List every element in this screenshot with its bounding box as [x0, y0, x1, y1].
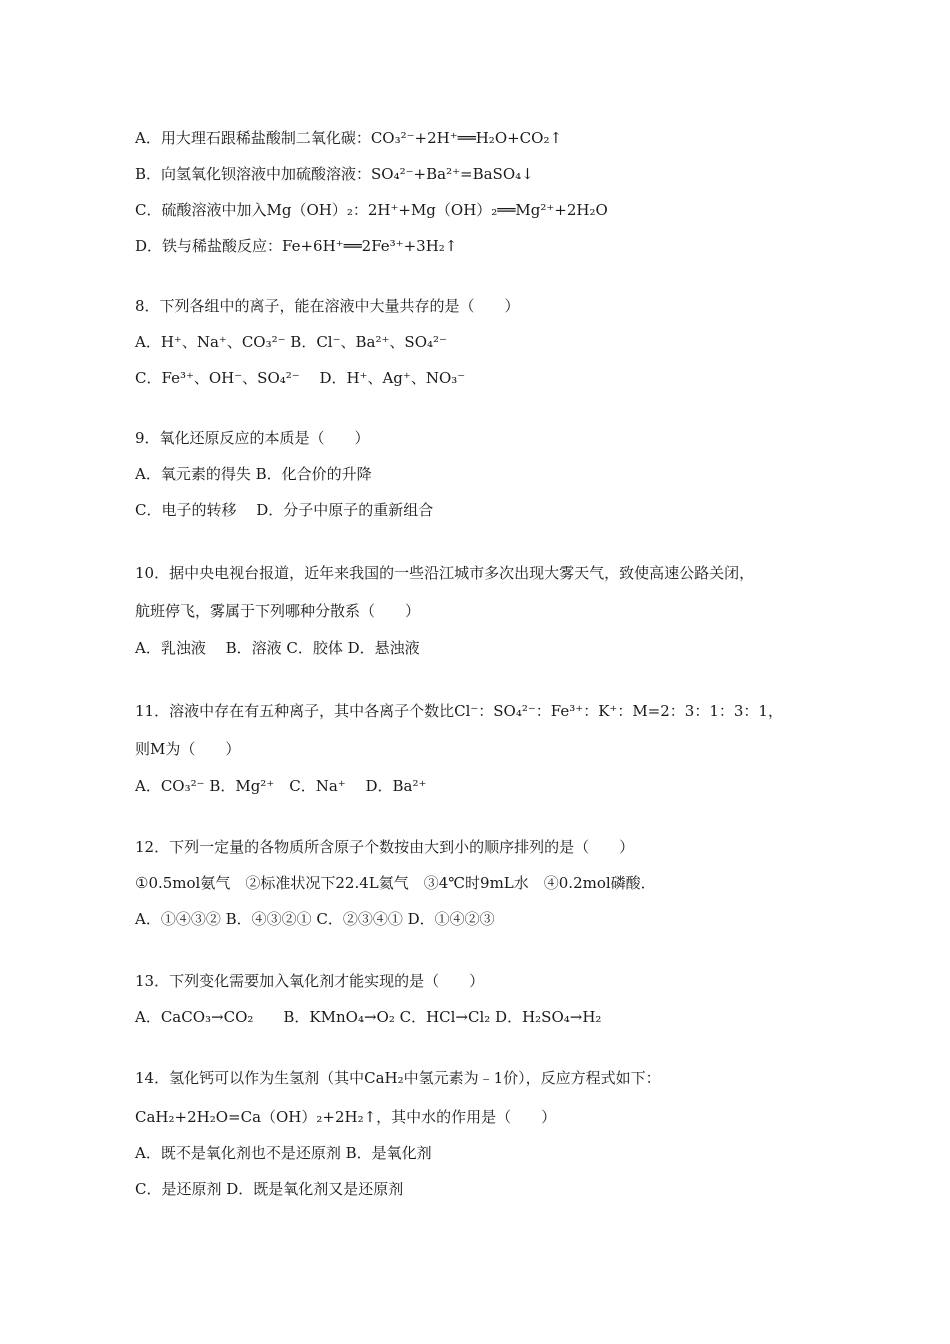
q11-question-line1: 11．溶液中存在有五种离子，其中各离子个数比Cl⁻：SO₄²⁻：Fe³⁺：K⁺：M=2：3：1：3：1， — [135, 702, 783, 720]
q14-options-ab: A．既不是氧化剂也不是还原剂 B．是氧化剂 — [135, 1144, 432, 1162]
q7-option-d: D．铁与稀盐酸反应：Fe+6H⁺══2Fe³⁺+3H₂↑ — [135, 237, 458, 255]
q14-options-cd: C．是还原剂 D．既是氧化剂又是还原剂 — [135, 1180, 404, 1198]
q10-question-line2: 航班停飞，雾属于下列哪种分散系（ ） — [135, 602, 421, 620]
q12-question: 12．下列一定量的各物质所含原子个数按由大到小的顺序排列的是（ ） — [135, 838, 635, 856]
q8-question: 8．下列各组中的离子，能在溶液中大量共存的是（ ） — [135, 297, 520, 315]
q9-options-ab: A．氧元素的得失 B．化合价的升降 — [135, 465, 372, 483]
q12-items: ①0.5mol氨气 ②标准状况下22.4L氦气 ③4℃时9mL水 ④0.2mol磷酸． — [135, 874, 656, 892]
q7-option-a: A．用大理石跟稀盐酸制二氧化碳：CO₃²⁻+2H⁺══H₂O+CO₂↑ — [135, 129, 563, 147]
q14-question-line1: 14．氢化钙可以作为生氢剂（其中CaH₂中氢元素为﹣1价），反应方程式如下： — [135, 1069, 661, 1087]
q10-question-line1: 10．据中央电视台报道，近年来我国的一些沿江城市多次出现大雾天气，致使高速公路关闭， — [135, 564, 755, 582]
q12-options: A．①④③② B．④③②① C．②③④① D．①④②③ — [135, 910, 495, 928]
q13-question: 13．下列变化需要加入氧化剂才能实现的是（ ） — [135, 972, 485, 990]
q8-options-cd: C．Fe³⁺、OH⁻、SO₄²⁻ D．H⁺、Ag⁺、NO₃⁻ — [135, 369, 466, 387]
q11-question-line2: 则M为（ ） — [135, 740, 241, 758]
q10-options: A．乳浊液 B．溶液 C．胶体 D．悬浊液 — [135, 639, 420, 657]
q7-option-c: C．硫酸溶液中加入Mg（OH）₂：2H⁺+Mg（OH）₂══Mg²⁺+2H₂O — [135, 201, 608, 219]
q11-options: A．CO₃²⁻ B．Mg²⁺ C．Na⁺ D．Ba²⁺ — [135, 777, 427, 795]
q14-question-line2: CaH₂+2H₂O=Ca（OH）₂+2H₂↑，其中水的作用是（ ） — [135, 1108, 557, 1126]
q9-options-cd: C．电子的转移 D．分子中原子的重新组合 — [135, 501, 434, 519]
q8-options-ab: A．H⁺、Na⁺、CO₃²⁻ B．Cl⁻、Ba²⁺、SO₄²⁻ — [135, 333, 447, 351]
q13-options: A．CaCO₃→CO₂ B．KMnO₄→O₂ C．HCl→Cl₂ D．H₂SO₄→H₂ — [135, 1008, 602, 1026]
q7-option-b: B．向氢氧化钡溶液中加硫酸溶液：SO₄²⁻+Ba²⁺=BaSO₄↓ — [135, 165, 534, 183]
q9-question: 9．氧化还原反应的本质是（ ） — [135, 429, 370, 447]
